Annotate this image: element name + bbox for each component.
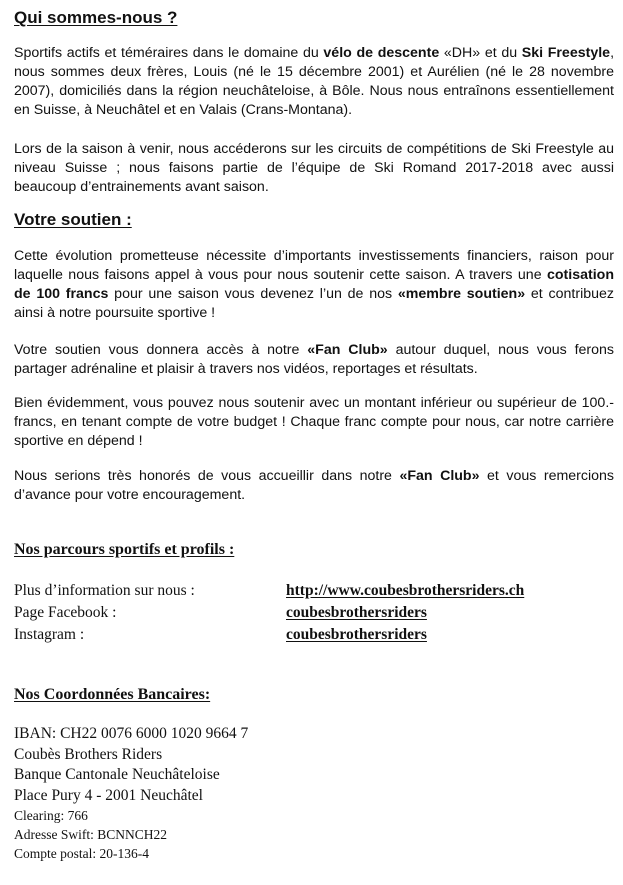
facebook-link[interactable]: coubesbrothersriders	[286, 604, 427, 621]
support-paragraph-3: Bien évidemment, vous pouvez nous soutenir avec un montant inférieur ou supérieur de 100.- francs, en tenant compte de votre budget ! Chaque franc compte pour nous, car notre carrière sportive en dépend !	[14, 395, 614, 449]
bold-text-run: «membre soutien»	[397, 286, 526, 302]
website-link[interactable]: http://www.coubesbrothersriders.ch	[286, 582, 525, 599]
bold-text-run: «Fan Club»	[307, 342, 388, 358]
text-run: Votre soutien vous donnera accès à notre	[14, 342, 308, 358]
text-run: , nous sommes deux frères, Louis (né le 15 décembre 2001) et Aurélien (né le 28 novembre 2007), domiciliés dans la région neuchâteloise, à Bôle. Nous nous entraînons essentiellement en Suisse, à Neuchâtel et en Valais (Crans-Montana).	[14, 45, 615, 118]
text-run: «DH» et du	[439, 45, 522, 61]
profile-row-instagram	[14, 624, 427, 645]
bank-name: Banque Cantonale Neuchâteloise	[14, 766, 220, 783]
account-holder: Coubès Brothers Riders	[14, 745, 163, 763]
profile-label: Instagram :	[14, 626, 85, 643]
postal-account: Compte postal: 20-136-4	[14, 846, 149, 861]
about-paragraph-2: Lors de la saison à venir, nous accéderons sur les circuits de compétitions de Ski Freestyle au niveau Suisse ; nous faisons partie de l’équipe de Ski Romand 2017-2018 avec aussi beaucoup d’entrainements avant saison.	[14, 141, 614, 195]
swift-code: Adresse Swift: BCNNCH22	[14, 827, 168, 842]
bank-details-codes	[14, 806, 167, 863]
text-run: pour une saison vous devenez l’un de nos	[108, 286, 398, 302]
profile-label: Plus d’information sur nous :	[14, 582, 195, 599]
profile-row-facebook	[14, 602, 427, 623]
bold-text-run: Ski Freestyle	[521, 45, 611, 61]
support-paragraph-2	[14, 341, 614, 379]
bold-text-run: «Fan Club»	[399, 468, 480, 484]
profile-label: Page Facebook :	[14, 604, 117, 621]
bank-address: Place Pury 4 - 2001 Neuchâtel	[14, 786, 203, 804]
text-run: autour duquel, nous vous ferons partager adrénaline et plaisir à travers nos vidéos, reportages et résultats.	[14, 342, 614, 377]
section-title-profiles: Nos parcours sportifs et profils :	[14, 541, 235, 558]
about-paragraph-1	[14, 44, 614, 120]
bold-text-run: cotisation de 100 francs	[14, 267, 614, 302]
support-paragraph-4	[14, 467, 614, 505]
section-title-support: Votre soutien :	[14, 210, 132, 229]
support-paragraph-1	[14, 247, 614, 323]
text-run: et vous remercions d’avance pour votre encouragement.	[14, 468, 615, 503]
iban: IBAN: CH22 0076 6000 1020 9664 7	[14, 725, 249, 742]
section-title-about: Qui sommes-nous ?	[14, 8, 178, 27]
profile-row-website	[14, 580, 524, 601]
bold-text-run: vélo de descente	[323, 45, 440, 61]
section-title-bank: Nos Coordonnées Bancaires:	[14, 686, 211, 703]
text-run: Nous serions très honorés de vous accueillir dans notre	[14, 468, 400, 484]
text-run: et contribuez ainsi à notre poursuite sportive !	[14, 286, 614, 321]
bank-details-main	[14, 724, 248, 806]
instagram-link[interactable]: coubesbrothersriders	[286, 626, 427, 643]
clearing-number: Clearing: 766	[14, 808, 88, 823]
text-run: Sportifs actifs et téméraires dans le domaine du	[14, 45, 324, 61]
text-run: Cette évolution prometteuse nécessite d’importants investissements financiers, raison pour laquelle nous faisons appel à vous pour nous soutenir cette saison. A travers une	[14, 248, 614, 283]
